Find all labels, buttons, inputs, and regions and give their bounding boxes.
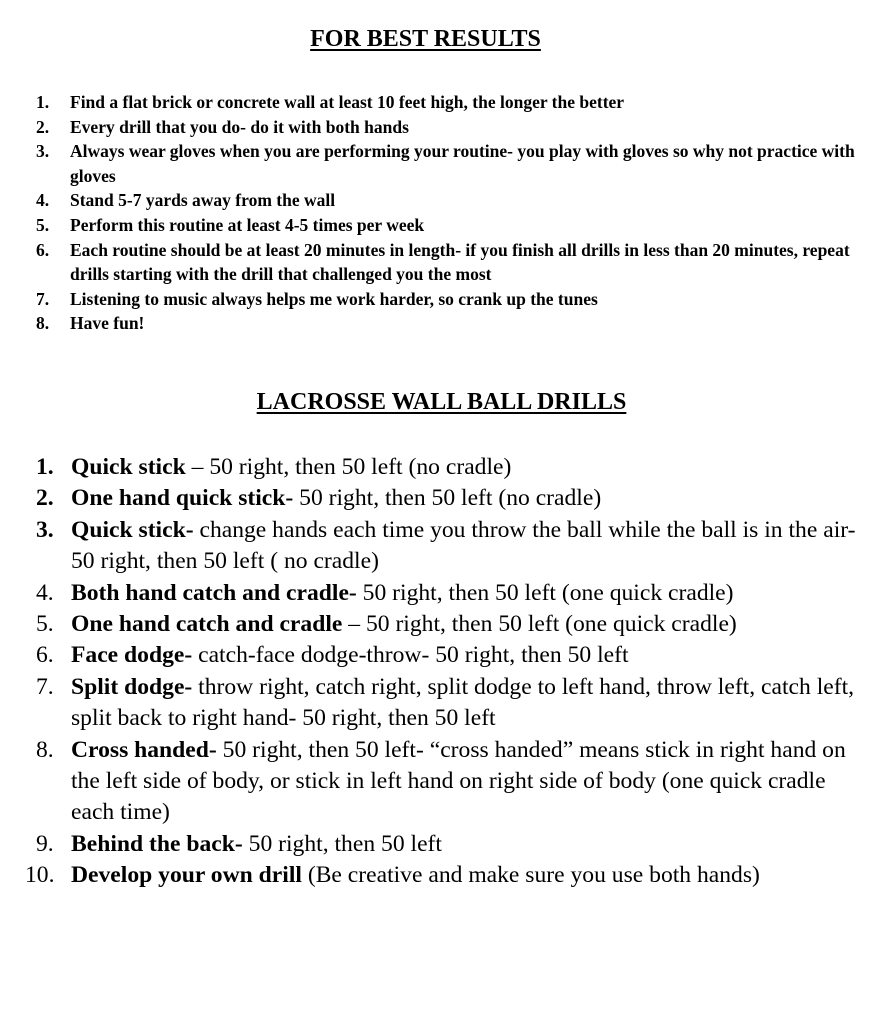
- drill-name: Develop your own drill: [71, 862, 302, 889]
- drills-title: LACROSSE WALL BALL DRILLS: [256, 389, 627, 415]
- item-number: 6.: [36, 239, 50, 260]
- drill-item: [36, 578, 866, 609]
- list-item: [36, 287, 856, 312]
- list-item: [36, 238, 856, 287]
- item-text: Perform this routine at least 4-5 times per week: [70, 214, 425, 235]
- drill-description: 50 right, then 50 left: [242, 830, 442, 857]
- drill-item: [36, 483, 866, 514]
- drill-name: Quick stick-: [71, 516, 194, 543]
- drill-description: 50 right, then 50 left (one quick cradle): [356, 579, 734, 606]
- drill-item: [36, 640, 866, 671]
- drill-name: Cross handed-: [71, 736, 217, 763]
- item-number: 7.: [36, 288, 50, 309]
- item-text: Always wear gloves when you are performing your routine- you play with gloves so why not practice with gloves: [70, 141, 855, 186]
- item-text: Stand 5-7 yards away from the wall: [70, 190, 336, 211]
- drill-description: – 50 right, then 50 left (no cradle): [185, 454, 512, 480]
- drill-description: 50 right, then 50 left- “cross handed” means stick in right hand on the left side of body, or stick in left hand on right side of body (one quick cradle each time): [71, 736, 846, 826]
- drill-description: – 50 right, then 50 left (one quick cradle): [342, 611, 737, 638]
- item-text: Each routine should be at least 20 minutes in length- if you finish all drills in less than 20 minutes, repeat drills starting with the drill that challenged you the most: [70, 239, 850, 285]
- item-number: 5.: [36, 214, 50, 235]
- drill-item: [36, 735, 866, 829]
- list-item: [36, 115, 856, 140]
- drill-item: [36, 829, 866, 860]
- drill-name: Face dodge-: [71, 642, 193, 669]
- item-text: Have fun!: [70, 313, 145, 334]
- item-number: 8.: [36, 313, 50, 334]
- drill-number: 10.: [25, 862, 55, 889]
- drill-number: 5.: [36, 611, 54, 638]
- list-item: [36, 311, 856, 336]
- drill-number: 2.: [36, 485, 54, 512]
- drill-item: [36, 609, 866, 640]
- drill-name: Behind the back-: [71, 830, 243, 857]
- item-number: 3.: [36, 141, 50, 162]
- drill-number: 8.: [36, 736, 54, 763]
- drill-name: One hand quick stick-: [71, 485, 294, 512]
- drill-number: 3.: [36, 516, 54, 543]
- list-item: [36, 139, 856, 188]
- best-results-title: FOR BEST RESULTS: [310, 26, 541, 52]
- item-number: 2.: [36, 116, 50, 137]
- drill-description: catch-face dodge-throw- 50 right, then 50 left: [192, 642, 629, 669]
- drill-item: [36, 515, 866, 578]
- drill-name: One hand catch and cradle: [71, 611, 343, 638]
- drill-name: Both hand catch and cradle-: [71, 579, 357, 606]
- item-number: 4.: [36, 190, 50, 211]
- drill-description: throw right, catch right, split dodge to left hand, throw left, catch left, split back to right hand- 50 right, then 50 left: [71, 673, 855, 732]
- drill-item: [36, 672, 866, 735]
- drills-list: [25, 452, 866, 892]
- list-item: [36, 213, 856, 238]
- drill-number: 7.: [36, 673, 54, 700]
- drill-description: 50 right, then 50 left (no cradle): [293, 485, 602, 512]
- drill-number: 1.: [36, 454, 54, 480]
- drill-number: 6.: [36, 642, 54, 669]
- list-item: [36, 90, 856, 115]
- list-item: [36, 188, 856, 213]
- best-results-list: [36, 90, 856, 336]
- drill-number: 4.: [36, 579, 54, 606]
- item-number: 1.: [36, 92, 50, 112]
- item-text: Find a flat brick or concrete wall at least 10 feet high, the longer the better: [70, 92, 625, 112]
- item-text: Listening to music always helps me work harder, so crank up the tunes: [70, 288, 598, 309]
- drill-name: Split dodge-: [71, 673, 193, 700]
- drill-number: 9.: [36, 830, 54, 857]
- drill-item: [36, 452, 866, 483]
- drill-name: Quick stick: [71, 454, 186, 480]
- drill-item: [25, 860, 866, 891]
- item-text: Every drill that you do- do it with both hands: [70, 116, 409, 137]
- drill-description: change hands each time you throw the ball while the ball is in the air- 50 right, then 50 left ( no cradle): [71, 516, 856, 575]
- drill-description: (Be creative and make sure you use both hands): [301, 862, 760, 889]
